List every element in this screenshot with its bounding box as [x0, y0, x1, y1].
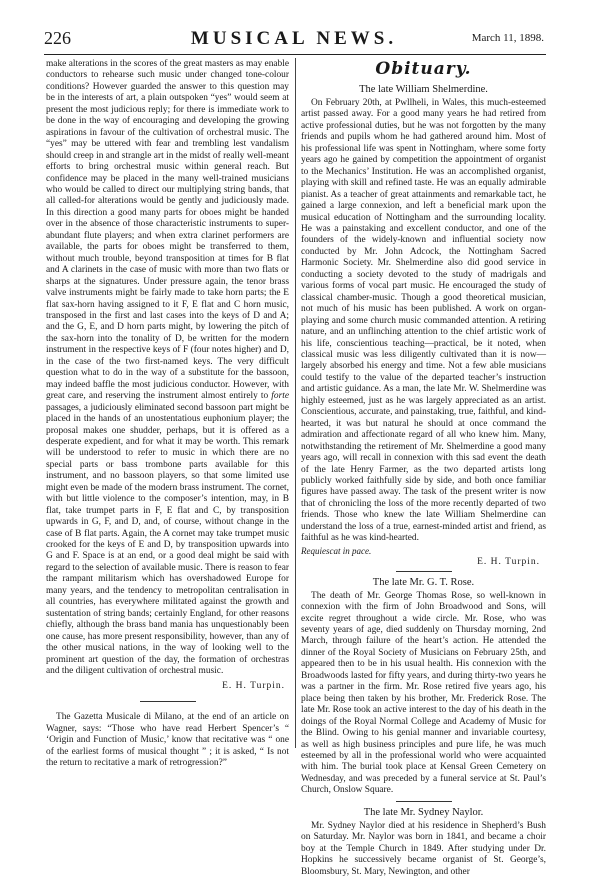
- header-rule: [44, 54, 546, 55]
- section-divider: [140, 701, 196, 702]
- rose-body: The death of Mr. George Thomas Rose, so well-known in connexion with the firm of John Broadwood and Sons, will excite regret throughout a wide circle. Mr. Rose, who was seventy years of age, died suddenly on Thursday morning, 2nd March, through failure of the heart’s action. He attended the dinner of the Royal Society of Musicians on February 25th, and appeared then to be in his usual health. His connexion with the Broadwoods lasted for fifty years, and during thirty-two years he was a partner in the firm. Mr. Rose retired five years ago, his place being then taken by his brother, Mr. Frederick Rose. The late Mr. Rose took an active interest to the day of his death in the doings of the Royal Normal College and Academy of Music for the Blind. Owing to his genial manner and invariable courtesy, as well as high business principles and pure life, he was much esteemed by all in the professional world who were acquainted with him. The burial took place at Kensal Green Cemetery on Wednesday, and was preceded by a funeral service at St. Paul’s Church, Onslow Square.: [301, 590, 546, 796]
- article-text-continued: passages, a judiciously eliminated second bassoon part might be placed in the hands of an unostentatious euphonium player; the proposal makes one shudder, perhaps, but it is offered as a desperate expedient, and for what it may be worth. This remark will be understood to refer to music in which there are no special parts or bass trombone parts available for this instrument, and no bassoon players, so that some limited use might even be made of the modern brass instrument. The cornet, with but little violence to the composer’s intention, may, in B flat, take trumpet parts in F, E flat and C, by transposition upwards in G, F, and D, and, of course, without change in the case of B flat parts. Again, the A cornet may take trumpet music crooked for the keys of E and D, by transposition upwards into G and F. Space is at an end, or a good deal might be said with regard to the selection of available music. There is reason to fear the rampant militarism which has overshadowed Europe for many years, and the tendency to metropolitan centralisation in all countries, has everywhere militated against the growth and sustentation of string bands; certainly England, for other reasons chiefly, although the brass band mania has unquestionably been one cause, has more present responsibility, however, than any of the other musical nations, in the way of looking well to the prominent art question of the day, the formation of orchestras and the diligent cultivation of orchestral music.: [46, 402, 289, 677]
- issue-date: March 11, 1898.: [471, 32, 544, 44]
- requiescat-line: Requiescat in pace.: [301, 545, 372, 556]
- italic-term: forte: [271, 391, 289, 402]
- naylor-body: Mr. Sydney Naylor died at his residence in Shepherd’s Bush on Saturday. Mr. Naylor was born in 1841, and became a choir boy at the Temple Church in 1849. After studying under Dr. Hopkins he successively became organist of St. George’s, Bloomsbury, St. Mary, Newington, and other: [301, 820, 546, 877]
- column-divider: [295, 58, 296, 748]
- left-column: [46, 59, 289, 769]
- page-number: 226: [44, 28, 71, 48]
- article-paragraph: [46, 59, 289, 677]
- article-signature: E. H. Turpin.: [222, 681, 285, 692]
- shelmerdine-body: On February 20th, at Pwllheli, in Wales, this much-esteemed artist passed away. For a good many years he had retired from active professional duties, but he was not forgotten by the many friends and pupils whom he had gathered around him. Most of his professional life was spent in Nottingham, where some forty years ago he gained by competition the appointment of organist to the Mechanics’ Institution. He was an accomplished organist, playing with skill and refined taste. He was an equally admirable pianist. As a teacher of great attainments and remarkable tact, he gained a large connexion, and left a beneficial mark upon the musical education of Nottingham and the surrounding locality. He was a painstaking and excellent conductor, and one of the founders of the widely-known and influential society now conducted by Mr. John Adcock, the Nottingham Sacred Harmonic Society. Mr. Shelmerdine also did good service in conducting a society devoted to the study of madrigals and various forms of vocal part music. He encouraged the study of classical chamber-music. Though a good theoretical musician, not much of his music has been published. A work on organ-playing and some church music commanded attention. A retiring nature, and an unflinching attention to the chief artistic work of his life, conscientious teaching—practical, be it noted, when classical music was less diligently cultivated than it is now—largely absorbed his energy and time. Not a few able musicians could testify to the value of the departed teacher’s instruction and artistic guidance. As a man, the late Mr. W. Shelmerdine was highly esteemed, just as he was largely appreciated as an artist. Conscientious, accurate, and painstaking, true, faithful, and kind-hearted, it was but natural he should at once command the admiration and affectionate regard of all who knew him. Many, notwithstanding the retirement of Mr. Shelmerdine a good many years ago, will recall in connexion with this sad event the death of the late Henry Farmer, as the two departed artists long publicly worked faithfully side by side, and both once familiar figures have passed away. The task of the present writer is now that of chronicling the loss of the more recently departed of two friends. Those who knew the late William Shelmerdine can understand the loss of a true, earnest-minded artist and friend, as faithful as he was kind-hearted.: [301, 98, 546, 544]
- shelmerdine-heading: The late William Shelmerdine.: [359, 84, 488, 95]
- page-header: [44, 28, 544, 50]
- article-text: make alterations in the scores of the great masters as may enable conductors to rehearse such music under changed tone-colour conditions? However guarded the answer to this question may be in the interests of art, a plain outspoken “yes” would seem at present the most judicious reply; for there is immediate work to be done in the way of encouraging and developing the growing aspirations in favour of the cultivation of orchestral music. The “yes” may be uttered with fear and trembling lest vandalism should creep in and strangle art in the midst of really well-meant efforts to bring orchestral music within general reach. But confidence may be placed in the many well-trained musicians who would be called to direct our multiplying string bands, that all called-for alterations would be gently and judiciously made. In this direction a good many parts for oboes might be handed over in the absence of those characteristic instruments to super-abundant flute players; and when extra clarinet performers are available, the parts for oboes might be transferred to them, without much trouble, beyond transposition at times for B flat and A clarinets in the case of music with more than two flats or sharps at the signatures. Under pressure again, the tenor brass valve instruments might be fairly made to take horn parts; the E flat sax-horn having assigned to it F, E flat and C horn music, transposed in the first and last cases into the keys of D and A; and the G, E, and D horn parts might, by lowering the pitch of the sax-horn into the tonality of D, be written for the modern instrument in the respective keys of F (four notes higher) and D, in the case of the two first-named keys. The very difficult question what to do in the way of a substitute for the bassoon, may indeed baffle the most judicious conductor. However, with great care, and reserving the instrument almost entirely to: [46, 59, 289, 402]
- rose-heading: The late Mr. G. T. Rose.: [372, 576, 475, 588]
- obituary-divider: [396, 571, 452, 572]
- obituary-title: Obituary.: [375, 59, 472, 79]
- naylor-heading: The late Mr. Sydney Naylor.: [363, 806, 484, 818]
- gazetta-note: The Gazetta Musicale di Milano, at the end of an article on Wagner, says: “Those who have read Herbert Spencer’s “ ‘Origin and Function of Music,’ know that recitative was “ one of the earliest forms of musical thought ” ; it is asked, “ Is not the return to recitative a mark of retrogression?”: [46, 712, 289, 769]
- publication-title: MUSICAL NEWS.: [190, 28, 398, 49]
- shelmerdine-signature: E. H. Turpin.: [477, 556, 540, 567]
- obituary-divider: [396, 801, 452, 802]
- right-column: [301, 59, 546, 877]
